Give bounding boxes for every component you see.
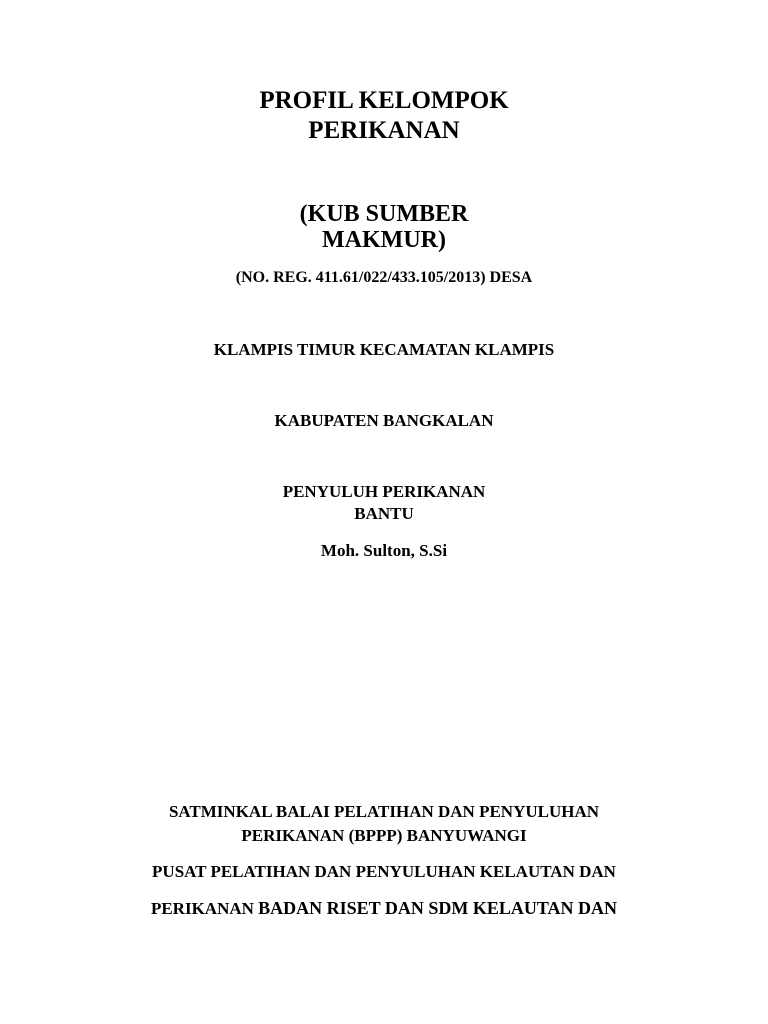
institution-line-2: PERIKANAN (BPPP) BANYUWANGI xyxy=(241,826,527,845)
document-title-line-1: PROFIL KELOMPOK xyxy=(259,87,509,114)
role-line-2: BANTU xyxy=(354,504,414,523)
group-name-line-1: (KUB SUMBER xyxy=(299,201,469,227)
group-name-line-2: MAKMUR) xyxy=(322,227,446,253)
institution-line-1: SATMINKAL BALAI PELATIHAN DAN PENYULUHAN xyxy=(168,802,600,821)
agency-line-part-2: BADAN RISET DAN SDM KELAUTAN DAN xyxy=(258,898,618,918)
role-line-1: PENYULUH PERIKANAN xyxy=(282,482,486,501)
agency-line xyxy=(0,897,768,920)
center-line: PUSAT PELATIHAN DAN PENYULUHAN KELAUTAN DAN xyxy=(152,862,616,881)
document-title-line-2: PERIKANAN xyxy=(308,117,460,144)
location-line: KLAMPIS TIMUR KECAMATAN KLAMPIS xyxy=(213,340,555,359)
registration-line: (NO. REG. 411.61/022/433.105/2013) DESA xyxy=(235,269,533,286)
author-name: Moh. Sulton, S.Si xyxy=(320,541,448,560)
regency-line: KABUPATEN BANGKALAN xyxy=(274,411,494,430)
agency-line-part-1: PERIKANAN xyxy=(150,899,254,918)
